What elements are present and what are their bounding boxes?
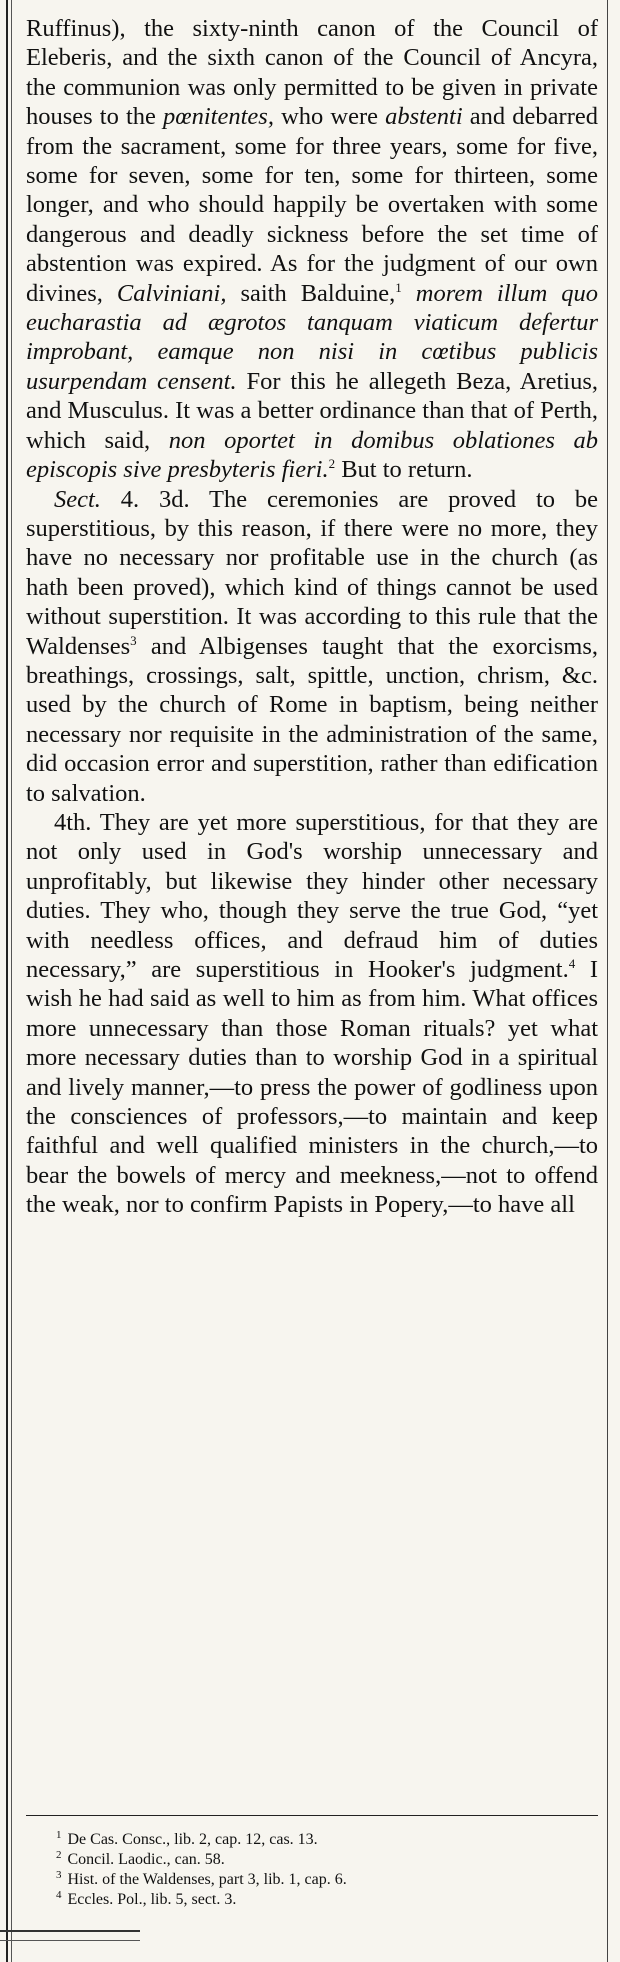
footnote-text: Hist. of the Waldenses, part 3, lib. 1, cap. 6.: [67, 1871, 347, 1888]
footnote-text: De Cas. Consc., lib. 2, cap. 12, cas. 13.: [67, 1831, 318, 1848]
text-run: and debarred from the sacrament, some for three years, some for five, some for seven, some for ten, some for thirteen, some longer, and who should happily be overtaken with some dangerous and deadly sickness before the set time of abstention was expired. As for the judgment of our own divines,: [26, 103, 598, 307]
latin-quotation: morem illum quo eucharastia ad ægrotos tanquam viaticum defertur improbant, eamque non nisi in cœtibus publicis usurpendam censent.: [26, 279, 598, 395]
footnotes: [56, 1830, 596, 1910]
italic-term: abstenti: [385, 103, 463, 131]
footnote-2: [56, 1850, 596, 1870]
text-run: But to return.: [335, 456, 473, 484]
footnote-ref: 4: [568, 955, 576, 971]
text-run: who were: [273, 103, 386, 131]
footnote-ref: 1: [395, 279, 402, 295]
italic-term: Calviniani,: [116, 279, 227, 307]
page-border-inner-line: [11, 0, 12, 1962]
text-run: I wish he had said as well to him as from him. What offices more unnecessary than those Roman rituals? yet what more necessary duties than to worship God in a spiritual and lively manner,—to press the power of godliness upon the consciences of professors,—to maintain and keep faithful and well qualified ministers in the church,—to bear the bowels of mercy and meekness,—not to offend the weak, nor to confirm Papists in Popery,—to have all: [26, 956, 598, 1219]
paragraph-2: [26, 485, 598, 808]
footnote-1: [56, 1830, 596, 1850]
footnote-mark: 3: [56, 1868, 62, 1881]
footnote-mark: 1: [56, 1828, 62, 1841]
latin-quotation: non oportet in domibus oblationes ab episcopis sive presbyteris fieri.: [26, 426, 598, 484]
footnote-4: [56, 1890, 596, 1910]
page-body: [26, 14, 598, 1220]
page-border-bottom-line-2: [0, 1940, 140, 1941]
page-border-outer-line: [6, 0, 8, 1962]
text-run: Ruffinus), the sixty-ninth canon of the Council of Eleberis, and the sixth canon of the Council of Ancyra, the communion was only permitted to be given in private houses to the: [26, 15, 598, 131]
page-border-bottom-line: [0, 1930, 140, 1932]
footnote-mark: 4: [56, 1888, 62, 1901]
footnote-separator: [26, 1815, 598, 1816]
footnote-3: [56, 1870, 596, 1890]
footnote-ref: 2: [328, 455, 336, 471]
text-run: saith Balduine,: [226, 279, 396, 307]
paragraph-1: [26, 14, 598, 485]
page-border-right-line: [607, 0, 608, 1962]
section-label: Sect.: [54, 485, 101, 513]
footnote-ref: 3: [130, 632, 137, 648]
footnote-text: Eccles. Pol., lib. 5, sect. 3.: [67, 1891, 237, 1908]
footnote-text: Concil. Laodic., can. 58.: [67, 1851, 225, 1868]
footnote-mark: 2: [56, 1848, 62, 1861]
text-run: For this he allegeth Beza, Aretius, and Musculus. It was a better ordinance than that of Perth, which said,: [26, 367, 598, 454]
text-run: and Albigenses taught that the exorcisms, breathings, crossings, salt, spittle, unction, chrism, &c. used by the church of Rome in baptism, being neither necessary nor requisite in the administration of the same, did occasion error and superstition, rather than edification to salvation.: [26, 632, 598, 807]
text-run: 4. 3d. The ceremonies are proved to be superstitious, by this reason, if there were no more, they have no necessary nor profitable use in the church (as hath been proved), which kind of things cannot be used without superstition. It was according to this rule that the Waldenses: [26, 485, 598, 660]
paragraph-3: [26, 808, 598, 1220]
text-run: 4th. They are yet more superstitious, for that they are not only used in God's worship unnecessary and unprofitably, but likewise they hinder other necessary duties. They who, though they serve the true God, “yet with needless offices, and defraud him of duties necessary,” are superstitious in Hooker's judgment.: [26, 808, 598, 983]
italic-term: pœnitentes,: [163, 103, 274, 131]
